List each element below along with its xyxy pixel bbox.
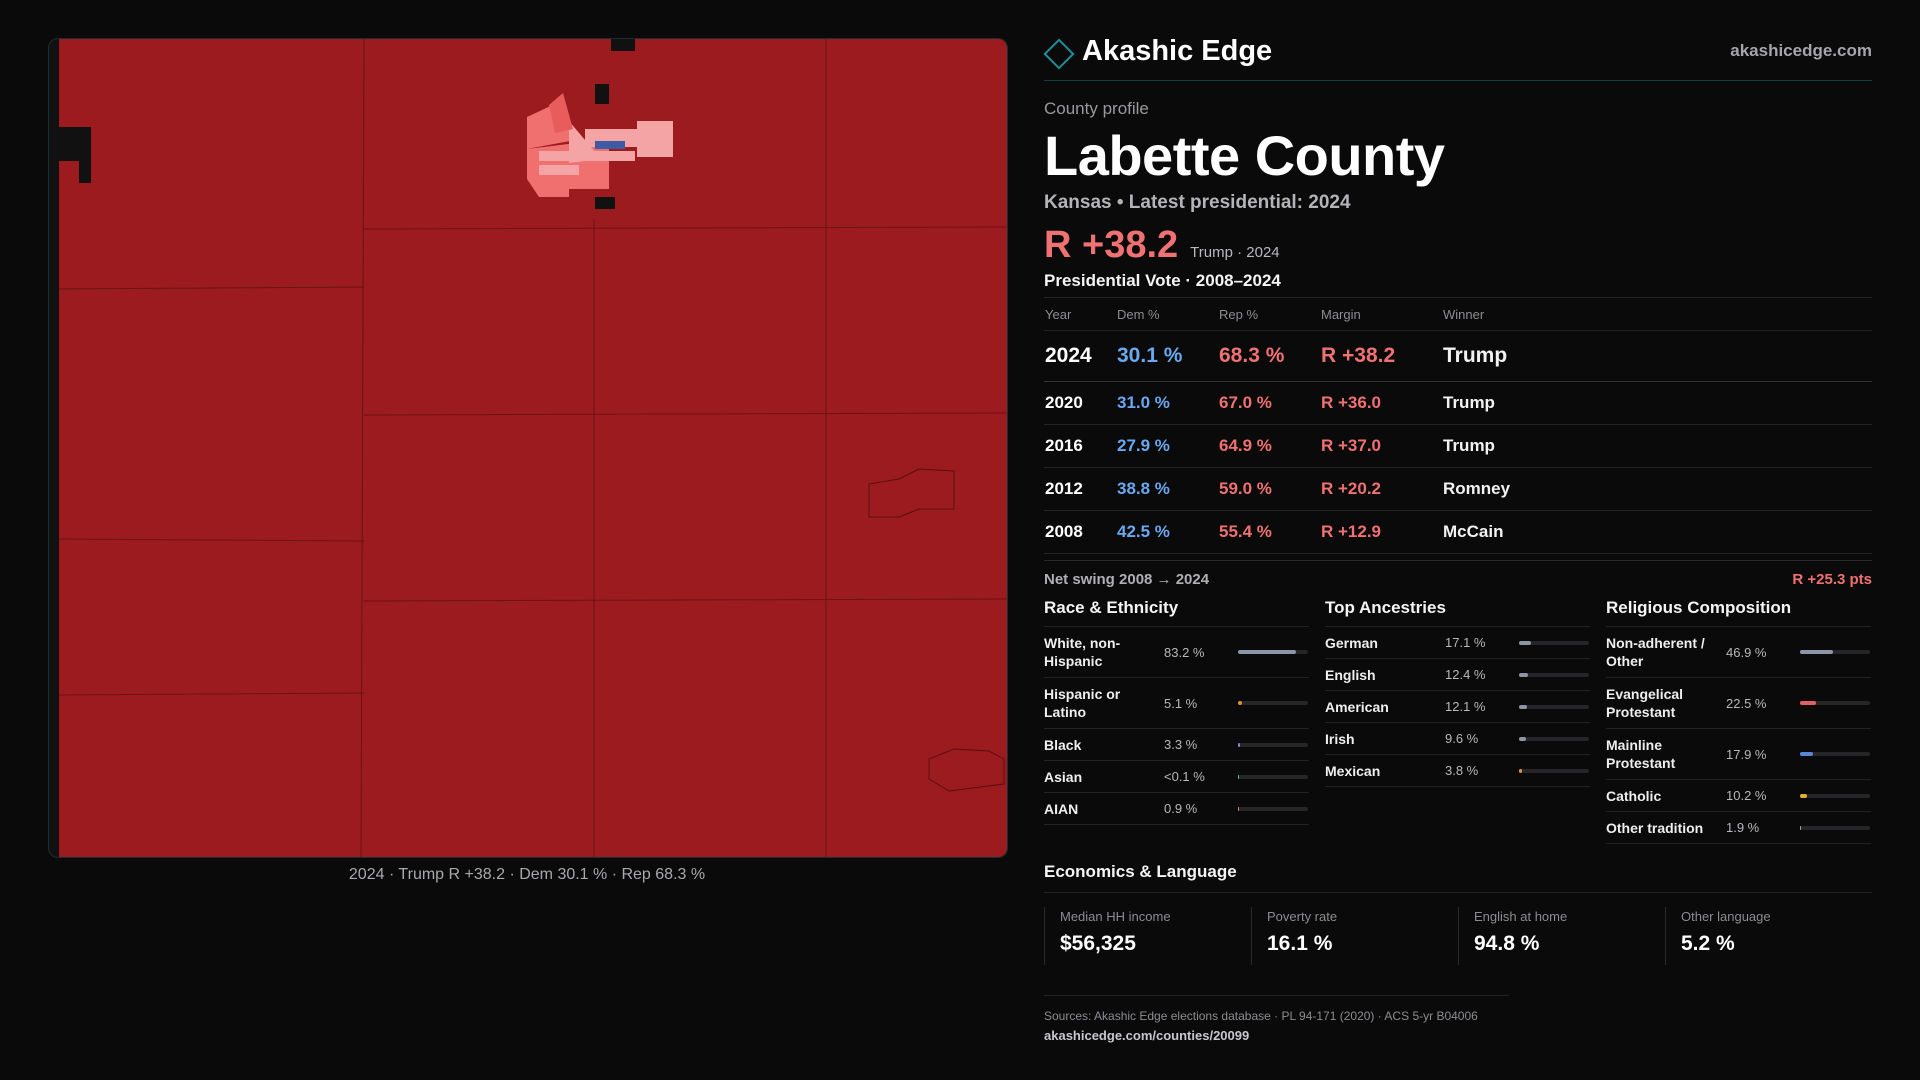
- item-label: White, non-Hispanic: [1044, 635, 1121, 669]
- economics-title: Economics & Language: [1044, 862, 1872, 893]
- row-rep: 68.3 %: [1218, 331, 1320, 382]
- vote-table: [1044, 297, 1872, 554]
- bar-fill: [1238, 701, 1242, 705]
- economics-grid: [1044, 907, 1872, 965]
- item-value: 3.3 %: [1164, 737, 1198, 752]
- row-dem: 38.8 %: [1116, 468, 1218, 511]
- item-value: 12.1 %: [1445, 699, 1486, 714]
- item-label: Evangelical Protestant: [1606, 686, 1684, 720]
- stat-value: $56,325: [1060, 932, 1136, 955]
- list-item: [1325, 691, 1590, 723]
- item-label: Other tradition: [1606, 819, 1704, 836]
- list-item: [1044, 761, 1309, 793]
- item-bar: [1238, 743, 1308, 747]
- brand-name: Akashic Edge: [1082, 34, 1273, 67]
- row-rep: 59.0 %: [1218, 468, 1320, 511]
- religion-section: [1606, 598, 1871, 844]
- col-rep: Rep %: [1218, 298, 1320, 331]
- row-dem: 31.0 %: [1116, 382, 1218, 425]
- list-item: [1606, 780, 1871, 812]
- headline-margin: R +38.2: [1044, 224, 1179, 266]
- bar-fill: [1238, 807, 1239, 811]
- item-value: 83.2 %: [1164, 644, 1205, 660]
- item-value: 17.9 %: [1726, 746, 1767, 762]
- stat-label: Median HH income: [1060, 909, 1171, 924]
- county-map-svg: [49, 39, 1007, 857]
- row-winner: McCain: [1442, 511, 1872, 554]
- list-item: [1044, 627, 1309, 678]
- headline-note: Trump · 2024: [1190, 244, 1280, 261]
- item-label: Irish: [1325, 730, 1355, 747]
- item-label: Non-adherent / Other: [1606, 635, 1705, 669]
- item-bar: [1519, 737, 1589, 741]
- race-section: [1044, 598, 1309, 844]
- race-title: Race & Ethnicity: [1044, 598, 1309, 627]
- profile-eyebrow: County profile: [1044, 99, 1149, 118]
- headline-margin-row: [1044, 224, 1872, 267]
- row-winner: Romney: [1442, 468, 1872, 511]
- profile-subtitle: Kansas • Latest presidential: 2024: [1044, 192, 1351, 213]
- stat-label: Poverty rate: [1267, 909, 1338, 924]
- net-swing-label: Net swing 2008 → 2024: [1044, 571, 1210, 588]
- col-year: Year: [1044, 298, 1116, 331]
- vote-table-header: [1044, 298, 1872, 331]
- row-margin: R +37.0: [1320, 425, 1442, 468]
- source-url-link[interactable]: akashicedge.com/counties/20099: [1044, 1028, 1250, 1043]
- row-year: 2016: [1044, 425, 1116, 468]
- table-row: [1044, 468, 1872, 511]
- row-margin: R +36.0: [1320, 382, 1442, 425]
- list-item: [1044, 678, 1309, 729]
- stat-value: 16.1 %: [1267, 932, 1333, 955]
- item-label: American: [1325, 698, 1389, 715]
- item-value: 5.1 %: [1164, 695, 1198, 711]
- item-value: 0.9 %: [1164, 801, 1198, 816]
- brand[interactable]: [1044, 35, 1272, 68]
- item-bar: [1238, 650, 1308, 654]
- row-margin: R +20.2: [1320, 468, 1442, 511]
- item-label: English: [1325, 666, 1376, 683]
- item-value: 10.2 %: [1726, 788, 1767, 803]
- item-bar: [1800, 650, 1870, 654]
- bar-fill: [1800, 794, 1807, 798]
- bar-fill: [1800, 826, 1801, 830]
- item-label: Asian: [1044, 768, 1083, 785]
- brand-header: [1044, 30, 1872, 81]
- item-value: 12.4 %: [1445, 667, 1486, 682]
- col-dem: Dem %: [1116, 298, 1218, 331]
- bar-fill: [1238, 743, 1240, 747]
- ancestry-title: Top Ancestries: [1325, 598, 1590, 627]
- item-bar: [1800, 826, 1870, 830]
- row-margin: R +38.2: [1320, 331, 1442, 382]
- diamond-icon: [1043, 38, 1074, 69]
- list-item: [1325, 659, 1590, 691]
- item-value: 1.9 %: [1726, 820, 1760, 835]
- item-bar: [1238, 701, 1308, 705]
- map-notch: [79, 151, 91, 183]
- row-year: 2012: [1044, 468, 1116, 511]
- map-notch: [595, 84, 609, 104]
- item-label: Black: [1044, 736, 1082, 753]
- item-bar: [1800, 794, 1870, 798]
- list-item: [1325, 723, 1590, 755]
- row-year: 2008: [1044, 511, 1116, 554]
- row-year: 2020: [1044, 382, 1116, 425]
- item-bar: [1519, 641, 1589, 645]
- list-item: [1044, 793, 1309, 825]
- stat-card: [1251, 907, 1442, 965]
- item-bar: [1519, 673, 1589, 677]
- item-value: 17.1 %: [1445, 635, 1486, 650]
- list-item: [1606, 627, 1871, 678]
- item-bar: [1800, 701, 1870, 705]
- table-row: [1044, 382, 1872, 425]
- table-row: [1044, 425, 1872, 468]
- vote-section-title: Presidential Vote · 2008–2024: [1044, 271, 1281, 290]
- map-notch: [611, 39, 635, 51]
- row-rep: 67.0 %: [1218, 382, 1320, 425]
- row-margin: R +12.9: [1320, 511, 1442, 554]
- item-label: Mexican: [1325, 762, 1381, 779]
- item-label: Catholic: [1606, 787, 1662, 804]
- item-bar: [1238, 807, 1308, 811]
- brand-url-link[interactable]: akashicedge.com: [1730, 41, 1872, 60]
- bar-fill: [1519, 673, 1528, 677]
- sources-footer: [1044, 995, 1509, 1046]
- net-swing-value: R +25.3 pts: [1792, 571, 1872, 588]
- row-dem: 42.5 %: [1116, 511, 1218, 554]
- ancestry-section: [1325, 598, 1590, 844]
- net-swing-row: [1044, 560, 1872, 588]
- row-winner: Trump: [1442, 331, 1872, 382]
- item-label: Hispanic or Latino: [1044, 686, 1121, 720]
- col-winner: Winner: [1442, 298, 1872, 331]
- list-item: [1325, 627, 1590, 659]
- item-value: 3.8 %: [1445, 763, 1479, 778]
- row-rep: 55.4 %: [1218, 511, 1320, 554]
- bar-fill: [1800, 701, 1816, 705]
- stat-value: 5.2 %: [1681, 932, 1735, 955]
- list-item: [1606, 678, 1871, 729]
- list-item: [1606, 812, 1871, 844]
- row-rep: 64.9 %: [1218, 425, 1320, 468]
- stat-label: Other language: [1681, 909, 1771, 924]
- bar-fill: [1800, 650, 1833, 654]
- county-map[interactable]: [48, 38, 1008, 858]
- bar-fill: [1519, 641, 1531, 645]
- row-year: 2024: [1044, 331, 1116, 382]
- item-label: AIAN: [1044, 800, 1079, 817]
- bar-fill: [1238, 775, 1239, 779]
- item-value: 46.9 %: [1726, 644, 1767, 660]
- bar-fill: [1800, 752, 1813, 756]
- table-row: [1044, 331, 1872, 382]
- map-caption: 2024 · Trump R +38.2 · Dem 30.1 % · Rep 68.3 %: [348, 866, 706, 883]
- item-value: <0.1 %: [1164, 769, 1205, 784]
- table-row: [1044, 511, 1872, 554]
- bar-fill: [1238, 650, 1296, 654]
- item-label: German: [1325, 634, 1378, 651]
- item-bar: [1238, 775, 1308, 779]
- item-value: 22.5 %: [1726, 695, 1767, 711]
- row-dem: 30.1 %: [1116, 331, 1218, 382]
- stat-card: [1665, 907, 1856, 965]
- item-bar: [1519, 705, 1589, 709]
- demographics-grid: [1044, 598, 1872, 844]
- bar-fill: [1519, 705, 1527, 709]
- map-notch: [595, 197, 615, 209]
- row-winner: Trump: [1442, 382, 1872, 425]
- row-winner: Trump: [1442, 425, 1872, 468]
- list-item: [1325, 755, 1590, 787]
- item-bar: [1800, 752, 1870, 756]
- col-margin: Margin: [1320, 298, 1442, 331]
- bar-fill: [1519, 737, 1526, 741]
- list-item: [1606, 729, 1871, 780]
- stat-card: [1458, 907, 1649, 965]
- stat-label: English at home: [1474, 909, 1568, 924]
- list-item: [1044, 729, 1309, 761]
- map-left-edge: [49, 39, 59, 857]
- stat-value: 94.8 %: [1474, 932, 1540, 955]
- stat-card: [1044, 907, 1235, 965]
- bar-fill: [1519, 769, 1522, 773]
- item-label: Mainline Protestant: [1606, 737, 1676, 771]
- item-bar: [1519, 769, 1589, 773]
- row-dem: 27.9 %: [1116, 425, 1218, 468]
- county-profile-panel: [1044, 30, 1872, 1046]
- sources-text: Sources: Akashic Edge elections database · PL 94-171 (2020) · ACS 5-yr B04006: [1044, 1009, 1478, 1023]
- religion-title: Religious Composition: [1606, 598, 1871, 627]
- item-value: 9.6 %: [1445, 731, 1479, 746]
- page-title: Labette County: [1044, 124, 1445, 187]
